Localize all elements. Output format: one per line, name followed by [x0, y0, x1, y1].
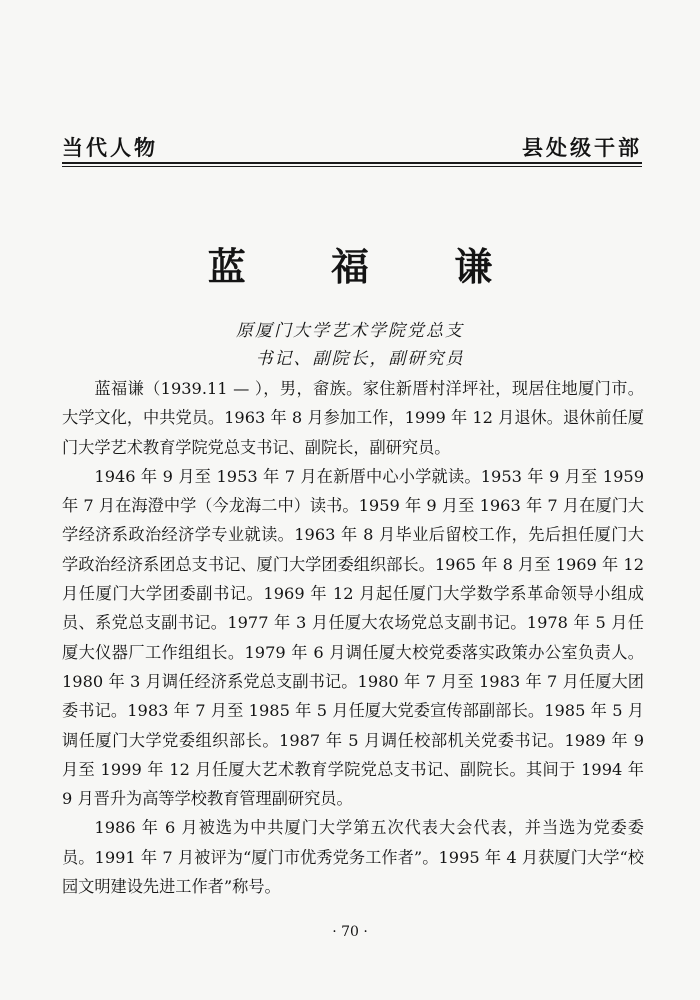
running-header — [62, 128, 642, 164]
header-section-label: 当代人物 — [62, 136, 158, 160]
header-divider — [62, 166, 642, 167]
page-number: · 70 · — [332, 924, 368, 940]
person-name-title: 蓝 福 谦 — [207, 244, 529, 289]
header-category-label: 县处级干部 — [522, 136, 642, 160]
biography-body — [62, 374, 644, 901]
paragraph-3: 1986 年 6 月被选为中共厦门大学第五次代表大会代表，并当选为党委委员。1991 年 7 月被评为“厦门市优秀党务工作者”。1995 年 4 月获厦门大学“校园文明建设先进工作者”称号。 — [62, 818, 644, 897]
paragraph-1: 蓝福谦（1939.11 — ），男，畲族。家住新厝村洋坪社，现居住地厦门市。大学文化，中共党员。1963 年 8 月参加工作，1999 年 12 月退休。退休前任厦门大学艺术教育学院党总支书记、副院长，副研究员。 — [62, 379, 644, 457]
subtitle-line-1: 原厦门大学艺术学院党总支 — [236, 321, 464, 341]
subtitle-line-2: 书记、副院长，副研究员 — [255, 349, 465, 369]
paragraph-2: 1946 年 9 月至 1953 年 7 月在新厝中心小学就读。1953 年 9 月至 1959 年 7 月在海澄中学（今龙海二中）读书。1959 年 9 月至 1963 年 7 月在厦门大学经济系政治经济学专业就读。1963 年 8 月毕业后留校工作，先后担任厦门大学政治经济系团总支书记、厦门大学团委组织部长。1965 年 8 月至 1969 年 12 月任厦门大学团委副书记。1969 年 12 月起任厦门大学数学系革命领导小组成员、系党总支副书记。1977 年 3 月任厦大农场党总支副书记。1978 年 5 月任厦大仪器厂工作组组长。1979 年 6 月调任厦大校党委落实政策办公室负责人。1980 年 3 月调任经济系党总支副书记。1980 年 7 月至 1983 年 7 月任厦大团委书记。1983 年 7 月至 1985 年 5 月任厦大党委宣传部副部长。1985 年 5 月调任厦门大学党委组织部长。1987 年 5 月调任校部机关党委书记。1989 年 9 月至 1999 年 12 月任厦大艺术教育学院党总支书记、副院长。其间于 1994 年 9 月晋升为高等学校教育管理副研究员。 — [62, 466, 644, 809]
